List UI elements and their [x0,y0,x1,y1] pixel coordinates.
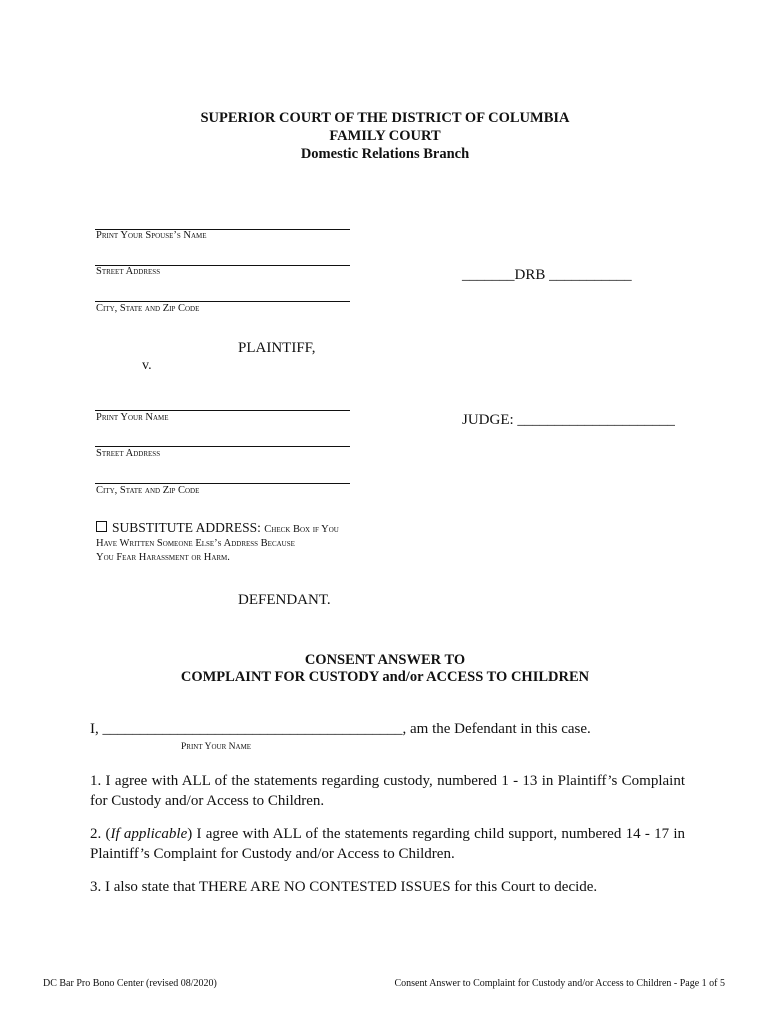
footer-right: Consent Answer to Complaint for Custody and/or Access to Children - Page 1 of 5 [394,978,725,989]
defendant-city-label: City, State and Zip Code [96,485,200,496]
plaintiff-street-label: Street Address [96,266,161,277]
plaintiff-role: PLAINTIFF, [238,340,316,356]
defendant-street-line[interactable] [95,446,350,447]
spouse-name-label: Print Your Spouse’s Name [96,230,207,241]
item-1: 1. I agree with ALL of the statements regarding custody, numbered 1 - 13 in Plaintiff’s Complaint for Custody and/or Access to Children. [90,773,685,809]
item-2-text: ) I agree with ALL of the statements regarding child support, numbered 14 - 17 in Plaintiff’s Complaint for Custody and/or Access to Children. [90,826,686,862]
footer-left: DC Bar Pro Bono Center (revised 08/2020) [43,978,217,989]
court-division: FAMILY COURT [329,128,441,144]
substitute-address-line1: Check Box if You [264,524,339,535]
plaintiff-city-line[interactable] [95,301,350,302]
plaintiff-city-label: City, State and Zip Code [96,303,200,314]
item-2 [90,824,685,864]
defendant-name-line[interactable] [95,410,350,411]
item-3: 3. I also state that THERE ARE NO CONTESTED ISSUES for this Court to decide. [90,879,598,895]
item-2-italic: If applicable [110,826,188,842]
document-title-line1: CONSENT ANSWER TO [304,652,466,668]
substitute-address-title: SUBSTITUTE ADDRESS: [112,520,261,535]
defendant-street-label: Street Address [96,448,161,459]
court-branch: Domestic Relations Branch [300,146,470,162]
court-name: SUPERIOR COURT OF THE DISTRICT OF COLUMBIA [200,110,570,126]
item-2-number: 2. ( [90,826,111,842]
defendant-role: DEFENDANT. [238,592,331,608]
substitute-address-line3: You Fear Harassment or Harm. [96,552,230,563]
substitute-address-checkbox[interactable] [96,521,107,532]
case-number-field[interactable]: _______DRB ___________ [462,267,632,283]
defendant-statement[interactable]: I, ________________________________________, am the Defendant in this case. [90,721,591,737]
statement-name-label: Print Your Name [181,742,252,752]
judge-field[interactable]: JUDGE: _____________________ [462,412,675,428]
substitute-address-line2: Have Written Someone Else’s Address Because [96,538,295,549]
document-title-line2: COMPLAINT FOR CUSTODY and/or ACCESS TO CHILDREN [180,669,590,685]
versus: v. [142,358,152,373]
defendant-city-line[interactable] [95,483,350,484]
substitute-address-row [96,520,339,536]
defendant-name-label: Print Your Name [96,412,169,423]
